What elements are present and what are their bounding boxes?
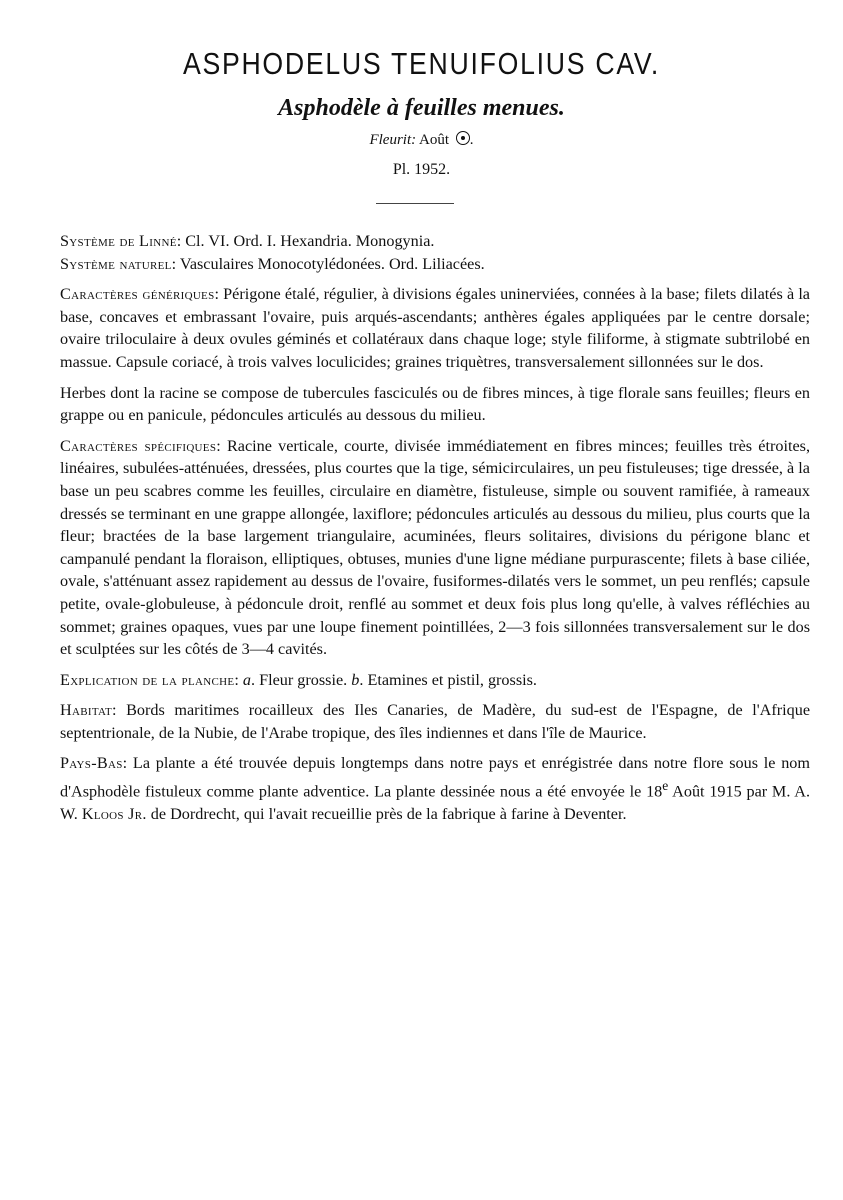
label-naturel: Système naturel	[60, 254, 172, 273]
paragraph-specifiques	[60, 435, 810, 661]
figure-letter-a: a	[242, 670, 251, 689]
text-explication-b: . Etamines et pistil, grossis.	[359, 670, 537, 689]
text-naturel: : Vasculaires Monocotylédonées. Ord. Liliacées.	[171, 254, 485, 273]
label-habitat: Habitat	[60, 701, 113, 720]
flowering-month: Août	[419, 132, 450, 148]
flowering-label: Fleurit:	[369, 132, 417, 148]
label-explication: Explication de la planche	[60, 670, 235, 689]
label-generiques: Caractères génériques	[60, 285, 215, 304]
text-explication-a: . Fleur grossie.	[251, 670, 352, 689]
label-paysbas: Pays-Bas	[60, 754, 123, 773]
plate-number: Pl. 1952.	[392, 161, 451, 178]
paragraph-naturel	[60, 253, 810, 276]
text-linne: : Cl. VI. Ord. I. Hexandria. Monogynia.	[176, 232, 435, 250]
text-explication-pre: :	[234, 670, 243, 689]
document-body	[60, 230, 810, 826]
paragraph-explication	[60, 669, 810, 692]
text-paysbas-2: Août 1915 par M. A. W.	[60, 782, 811, 824]
text-habitat: : Bords maritimes rocailleux des Iles Canaries, de Madère, du sud-est de l'Espagne, de l'Afrique septentrionale, de la Nubie, de l'Arabe tropique, des îles indiennes et dans l'île de Maurice.	[60, 701, 810, 742]
annual-symbol-icon	[456, 131, 470, 145]
text-paysbas-3: de Dordrecht, qui l'avait recueillie près de la fabrique à farine à Deventer.	[146, 805, 627, 824]
page-subtitle: Asphodèle à feuilles menues.	[278, 95, 565, 121]
paragraph-linne	[60, 230, 810, 253]
paragraph-habitat	[60, 699, 810, 744]
text-generiques: : Périgone étalé, régulier, à divisions égales uninerviées, connées à la base; filets dilatés à la base, concaves et embrassant l'ovaire, puis arqués-ascendants; anthères égales appliquées par le centre dorsale; ovaire triloculaire à deux ovules géminés et collatéraux dans chaque loge; style filiforme, à stigmate subtrilobé en massue. Capsule coriacé, à trois valves loculicides; graines triquètres, transversalement sillonnées sur le dos.	[60, 285, 810, 371]
label-linne: Système de Linné	[60, 232, 177, 250]
figure-letter-b: b	[351, 670, 360, 689]
text-paysbas-1: : La plante a été trouvée depuis longtemps dans notre pays et enrégistrée dans notre flore sous le nom d'Asphodèle fistuleux comme plante adventice. La plante dessinée nous a été envoyée le 18	[60, 754, 810, 801]
label-specifiques: Caractères spécifiques	[60, 436, 217, 455]
page-title: ASPHODELUS TENUIFOLIUS CAV.	[182, 46, 661, 81]
paragraph-herbes: Herbes dont la racine se compose de tubercules fasciculés ou de fibres minces, à tige florale sans feuilles; fleurs en grappe ou en panicule, pédoncules articulés au dessous du milieu.	[60, 383, 810, 425]
paragraph-paysbas	[60, 752, 810, 825]
collector-name: Kloos Jr.	[81, 805, 147, 824]
ordinal-superscript: e	[662, 778, 669, 794]
divider-rule	[376, 203, 454, 204]
flowering-info: Fleurit: Août .	[369, 132, 474, 148]
text-specifiques: : Racine verticale, courte, divisée immédiatement en fibres minces; feuilles très étroites, linéaires, subulées-atténuées, dressées, plus courtes que la tige, sémicirculaires, un peu fistuleuses; tige dressée, à la base un peu scabres comme les feuilles, circulaire en diamètre, fistuleuse, simple ou souvent ramifiée, à rameaux dressés se terminant en une grappe allongée, laxiflore; pédoncules articulés au dessous du milieu, plus courts que la fleur; bractées de la base largement triangulaire, acuminées, fleurs solitaires, divisions du périgone blanc et campanulé pendant la floraison, elliptiques, obtuses, munies d'une ligne médiane purpurascente; filets à base ciliée, ovale, s'atténuant assez rapidement au dessus de l'ovaire, fusiformes-dilatés vers le sommet, un peu renflés; capsule petite, ovale-globuleuse, à pédoncule droit, renflé au sommet et deux fois plus long qu'elle, à valves réfléchies au sommet; graines opaques, vues par une loupe finement pointillées, 2—3 fois sillonnées transversalement sur le dos et sculptées sur les côtés de 3—4 cavités.	[60, 436, 811, 659]
paragraph-generiques	[60, 283, 810, 373]
